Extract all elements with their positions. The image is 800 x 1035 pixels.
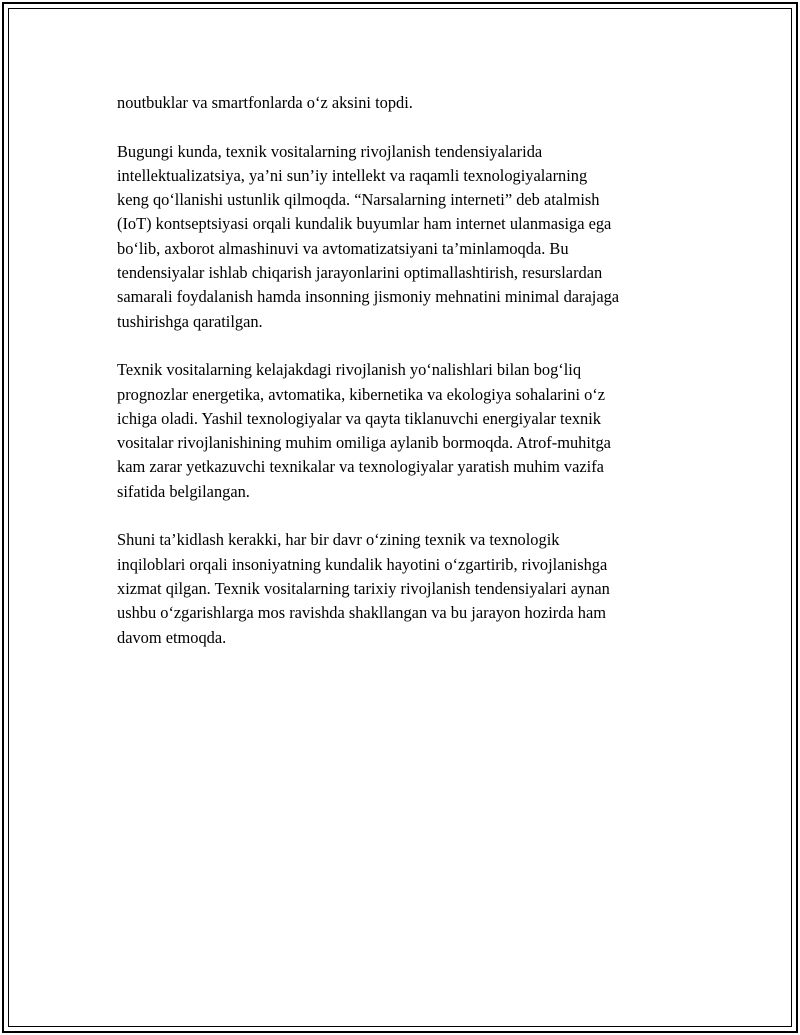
text-line: prognozlar energetika, avtomatika, kibernetika va ekologiya sohalarini o‘z	[117, 384, 606, 404]
text-line: xizmat qilgan. Texnik vositalarning tarixiy rivojlanish tendensiyalari aynan	[117, 578, 610, 598]
text-line: Texnik vositalarning kelajakdagi rivojlanish yo‘nalishlari bilan bog‘liq	[117, 360, 582, 380]
text-line: tushirishga qaratilgan.	[117, 311, 263, 331]
paragraph-conclusion	[117, 528, 692, 649]
document-body	[117, 91, 692, 674]
paragraph-intellectualization	[117, 140, 692, 334]
text-line: davom etmoqda.	[117, 627, 227, 647]
text-line: Bugungi kunda, texnik vositalarning rivojlanish tendensiyalarida	[117, 141, 543, 161]
text-line: kam zarar yetkazuvchi texnikalar va texnologiyalar yaratish muhim vazifa	[117, 457, 604, 477]
text-line: intellektualizatsiya, ya’ni sun’iy intellekt va raqamli texnologiyalarning	[117, 165, 588, 185]
text-line: bo‘lib, axborot almashinuvi va avtomatizatsiyani ta’minlamoqda. Bu	[117, 238, 569, 258]
text-line: ichiga oladi. Yashil texnologiyalar va qayta tiklanuvchi energiyalar texnik	[117, 408, 602, 428]
paragraph-continuation	[117, 91, 692, 115]
text-line: keng qo‘llanishi ustunlik qilmoqda. “Narsalarning interneti” deb atalmish	[117, 190, 600, 210]
paragraph-future-directions	[117, 358, 692, 504]
text-line: noutbuklar va smartfonlarda o‘z aksini topdi.	[117, 93, 413, 112]
text-line: tendensiyalar ishlab chiqarish jarayonlarini optimallashtirish, resurslardan	[117, 263, 603, 283]
text-line: inqiloblari orqali insoniyatning kundalik hayotini o‘zgartirib, rivojlanishga	[117, 554, 608, 574]
text-line: ushbu o‘zgarishlarga mos ravishda shakllangan va bu jarayon hozirda ham	[117, 603, 606, 623]
text-line: sifatida belgilangan.	[117, 481, 250, 501]
text-line: Shuni ta’kidlash kerakki, har bir davr o‘zining texnik va texnologik	[117, 530, 560, 550]
text-line: vositalar rivojlanishining muhim omiliga aylanib bormoqda. Atrof-muhitga	[117, 433, 611, 453]
text-line: samarali foydalanish hamda insonning jismoniy mehnatini minimal darajaga	[117, 287, 620, 307]
text-line: (IoT) kontseptsiyasi orqali kundalik buyumlar ham internet ulanmasiga ega	[117, 214, 612, 234]
